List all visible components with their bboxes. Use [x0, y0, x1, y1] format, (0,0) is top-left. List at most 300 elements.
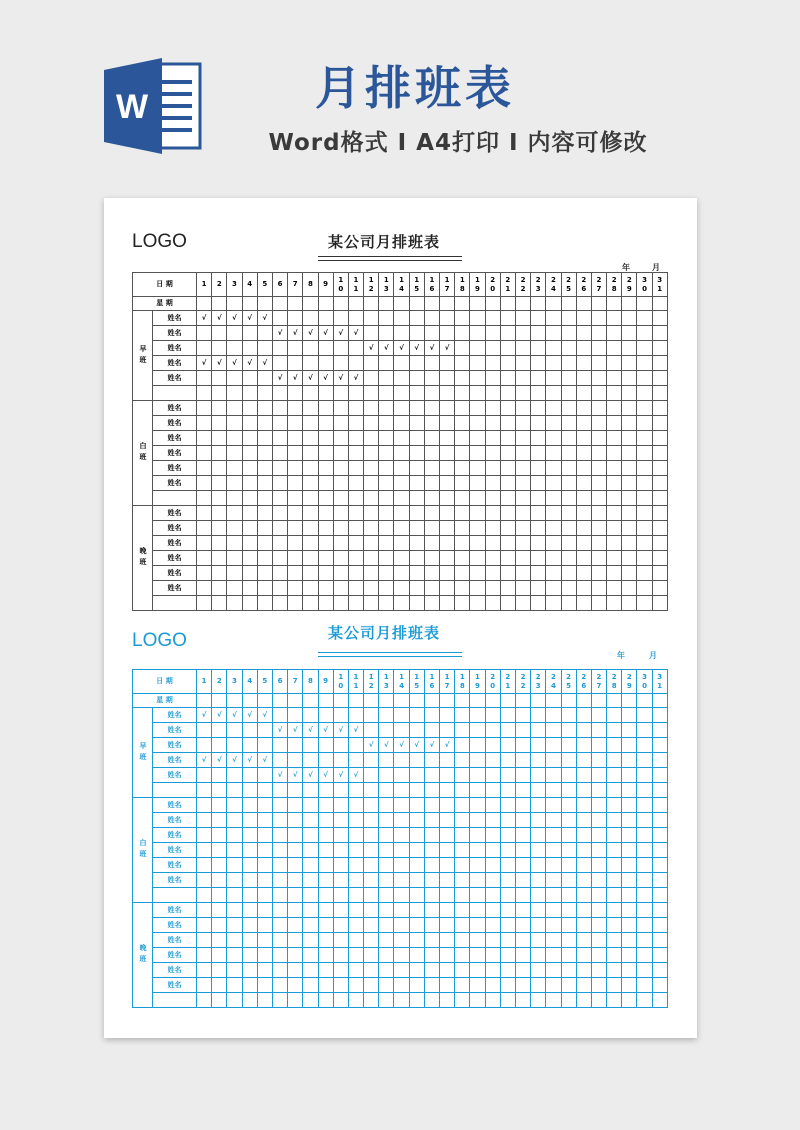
schedule-cell: [348, 461, 363, 476]
schedule-cell: [637, 708, 652, 723]
day-cell: 1 6: [424, 670, 439, 694]
schedule-cell: [303, 783, 318, 798]
weekday-cell: [500, 694, 515, 708]
schedule-cell: [652, 933, 667, 948]
schedule-cell: [591, 386, 606, 401]
schedule-cell: [212, 476, 227, 491]
schedule-cell: [364, 311, 379, 326]
schedule-cell: [242, 933, 257, 948]
schedule-cell: [652, 903, 667, 918]
schedule-cell: [424, 506, 439, 521]
check-mark: √: [333, 723, 348, 738]
shift-label: 早班: [133, 708, 153, 798]
schedule-cell: [409, 596, 424, 611]
schedule-cell: [485, 903, 500, 918]
schedule-cell: [622, 708, 637, 723]
schedule-cell: [288, 536, 303, 551]
schedule-cell: [652, 753, 667, 768]
schedule-cell: [561, 723, 576, 738]
day-cell: 1 4: [394, 670, 409, 694]
schedule-cell: [455, 903, 470, 918]
schedule-cell: [288, 506, 303, 521]
schedule-cell: [500, 311, 515, 326]
schedule-cell: [227, 431, 242, 446]
schedule-cell: [257, 933, 272, 948]
schedule-cell: [227, 416, 242, 431]
schedule-cell: [333, 888, 348, 903]
schedule-cell: [591, 536, 606, 551]
shift-row: [133, 431, 668, 446]
schedule-cell: [470, 738, 485, 753]
schedule-cell: [576, 963, 591, 978]
schedule-cell: [591, 506, 606, 521]
schedule-cell: [257, 386, 272, 401]
schedule-cell: [212, 581, 227, 596]
schedule-cell: [637, 596, 652, 611]
schedule-cell: [409, 993, 424, 1008]
schedule-cell: [379, 581, 394, 596]
schedule-cell: [197, 371, 212, 386]
schedule-cell: [364, 933, 379, 948]
schedule-cell: [455, 768, 470, 783]
schedule-cell: [348, 828, 363, 843]
schedule-cell: [409, 401, 424, 416]
weekday-cell: [379, 297, 394, 311]
schedule-cell: [470, 843, 485, 858]
schedule-cell: [607, 461, 622, 476]
schedule-cell: [257, 371, 272, 386]
schedule-cell: [561, 596, 576, 611]
schedule-cell: [227, 738, 242, 753]
schedule-cell: [257, 461, 272, 476]
schedule-cell: [212, 783, 227, 798]
schedule-cell: [242, 551, 257, 566]
schedule-cell: [272, 521, 287, 536]
schedule-cell: [409, 978, 424, 993]
schedule-cell: [591, 993, 606, 1008]
day-cell: 1: [197, 273, 212, 297]
day-cell: 2 4: [546, 273, 561, 297]
employee-name: 姓名: [153, 978, 197, 993]
day-cell: 2: [212, 273, 227, 297]
schedule-cell: [348, 566, 363, 581]
schedule-cell: [485, 738, 500, 753]
schedule-cell: [364, 551, 379, 566]
schedule-cell: [318, 828, 333, 843]
schedule-cell: [303, 933, 318, 948]
schedule-cell: [485, 581, 500, 596]
check-mark: √: [333, 371, 348, 386]
schedule-cell: [591, 491, 606, 506]
schedule-cell: [622, 828, 637, 843]
schedule-cell: [470, 431, 485, 446]
schedule-cell: [561, 798, 576, 813]
shift-row: [133, 753, 668, 768]
weekday-cell: [197, 694, 212, 708]
schedule-cell: [288, 491, 303, 506]
schedule-cell: [318, 341, 333, 356]
schedule-cell: [364, 723, 379, 738]
schedule-cell: [257, 783, 272, 798]
schedule-cell: [531, 813, 546, 828]
schedule-cell: [591, 858, 606, 873]
employee-name: 姓名: [153, 708, 197, 723]
employee-name: 姓名: [153, 753, 197, 768]
schedule-cell: [242, 536, 257, 551]
schedule-cell: [576, 371, 591, 386]
schedule-cell: [409, 768, 424, 783]
day-cell: 1 3: [379, 273, 394, 297]
schedule-cell: [242, 371, 257, 386]
check-mark: √: [424, 341, 439, 356]
shift-row: [133, 933, 668, 948]
schedule-cell: [227, 386, 242, 401]
shift-row: [133, 401, 668, 416]
schedule-cell: [227, 476, 242, 491]
schedule-cell: [561, 416, 576, 431]
schedule-cell: [212, 798, 227, 813]
weekday-cell: [576, 694, 591, 708]
schedule-cell: [455, 933, 470, 948]
schedule-cell: [576, 903, 591, 918]
schedule-cell: [515, 476, 530, 491]
schedule-cell: [318, 813, 333, 828]
schedule-cell: [637, 723, 652, 738]
weekday-cell: [227, 297, 242, 311]
check-mark: √: [288, 723, 303, 738]
schedule-cell: [379, 813, 394, 828]
check-mark: √: [227, 311, 242, 326]
check-mark: √: [257, 356, 272, 371]
schedule-cell: [652, 311, 667, 326]
employee-name: 姓名: [153, 446, 197, 461]
schedule-cell: [348, 506, 363, 521]
check-mark: √: [227, 356, 242, 371]
schedule-cell: [576, 536, 591, 551]
schedule-cell: [318, 596, 333, 611]
schedule-cell: [440, 491, 455, 506]
shift-row: [133, 446, 668, 461]
day-cell: 2 4: [546, 670, 561, 694]
weekday-cell: [591, 694, 606, 708]
schedule-cell: [379, 708, 394, 723]
schedule-cell: [303, 903, 318, 918]
schedule-cell: [470, 813, 485, 828]
schedule-cell: [652, 738, 667, 753]
schedule-cell: [546, 566, 561, 581]
schedule-cell: [515, 311, 530, 326]
schedule-cell: [546, 416, 561, 431]
schedule-cell: [318, 581, 333, 596]
schedule-cell: [485, 326, 500, 341]
schedule-cell: [622, 813, 637, 828]
check-mark: √: [227, 708, 242, 723]
schedule-cell: [470, 933, 485, 948]
schedule-cell: [394, 963, 409, 978]
schedule-cell: [637, 356, 652, 371]
schedule-cell: [485, 978, 500, 993]
schedule-cell: [409, 521, 424, 536]
schedule-cell: [591, 461, 606, 476]
schedule-cell: [440, 311, 455, 326]
schedule-cell: [288, 918, 303, 933]
schedule-cell: [303, 311, 318, 326]
check-mark: √: [364, 738, 379, 753]
schedule-cell: [561, 401, 576, 416]
schedule-cell: [470, 566, 485, 581]
check-mark: √: [288, 371, 303, 386]
schedule-cell: [531, 978, 546, 993]
schedule-cell: [212, 723, 227, 738]
schedule-cell: [379, 933, 394, 948]
day-cell: 2 6: [576, 273, 591, 297]
schedule-cell: [531, 918, 546, 933]
weekday-cell: [531, 694, 546, 708]
employee-name: [153, 386, 197, 401]
schedule-cell: [652, 708, 667, 723]
schedule-cell: [257, 401, 272, 416]
schedule-cell: [622, 753, 637, 768]
schedule-cell: [288, 993, 303, 1008]
schedule-cell: [591, 708, 606, 723]
schedule-cell: [637, 311, 652, 326]
date-row: [133, 670, 668, 694]
schedule-cell: [197, 506, 212, 521]
schedule-cell: [364, 858, 379, 873]
schedule-cell: [424, 918, 439, 933]
day-cell: 2 9: [622, 273, 637, 297]
schedule-cell: [288, 311, 303, 326]
schedule-cell: [212, 446, 227, 461]
schedule-cell: [561, 431, 576, 446]
schedule-cell: [591, 738, 606, 753]
schedule-cell: [272, 566, 287, 581]
schedule-cell: [440, 581, 455, 596]
schedule-cell: [440, 753, 455, 768]
schedule-cell: [257, 798, 272, 813]
schedule-cell: [242, 993, 257, 1008]
schedule-cell: [318, 918, 333, 933]
schedule-cell: [394, 828, 409, 843]
schedule-cell: [348, 416, 363, 431]
schedule-cell: [515, 813, 530, 828]
schedule-cell: [424, 783, 439, 798]
schedule-cell: [652, 491, 667, 506]
schedule-cell: [303, 401, 318, 416]
schedule-cell: [591, 978, 606, 993]
schedule-cell: [364, 461, 379, 476]
schedule-cell: [272, 903, 287, 918]
weekday-cell: [242, 297, 257, 311]
schedule-cell: [455, 551, 470, 566]
schedule-cell: [364, 963, 379, 978]
check-mark: √: [333, 768, 348, 783]
schedule-cell: [288, 551, 303, 566]
schedule-cell: [379, 371, 394, 386]
weekday-cell: [515, 694, 530, 708]
schedule-cell: [531, 356, 546, 371]
schedule-cell: [515, 431, 530, 446]
schedule-cell: [394, 371, 409, 386]
schedule-cell: [288, 596, 303, 611]
check-mark: √: [272, 326, 287, 341]
schedule-cell: [515, 843, 530, 858]
schedule-cell: [212, 401, 227, 416]
schedule-cell: [470, 828, 485, 843]
schedule-cell: [546, 708, 561, 723]
schedule-cell: [637, 948, 652, 963]
schedule-cell: [303, 918, 318, 933]
schedule-cell: [424, 978, 439, 993]
schedule-cell: [531, 783, 546, 798]
schedule-cell: [531, 963, 546, 978]
schedule-cell: [622, 933, 637, 948]
schedule-cell: [348, 401, 363, 416]
schedule-cell: [607, 356, 622, 371]
day-cell: 1 2: [364, 273, 379, 297]
check-mark: √: [242, 311, 257, 326]
schedule-cell: [440, 888, 455, 903]
schedule-cell: [272, 596, 287, 611]
schedule-cell: [318, 476, 333, 491]
schedule-cell: [576, 401, 591, 416]
schedule-cell: [440, 768, 455, 783]
schedule-cell: [607, 311, 622, 326]
employee-name: 姓名: [153, 506, 197, 521]
schedule-cell: [272, 948, 287, 963]
schedule-cell: [364, 918, 379, 933]
schedule-cell: [409, 566, 424, 581]
schedule-cell: [515, 978, 530, 993]
schedule-cell: [379, 491, 394, 506]
shift-row: [133, 978, 668, 993]
schedule-cell: [531, 948, 546, 963]
schedule-cell: [637, 783, 652, 798]
schedule-cell: [561, 341, 576, 356]
schedule-cell: [637, 461, 652, 476]
schedule-cell: [257, 978, 272, 993]
shift-row: [133, 918, 668, 933]
day-cell: 2 3: [531, 273, 546, 297]
day-cell: 3 0: [637, 670, 652, 694]
schedule-cell: [394, 476, 409, 491]
schedule-cell: [333, 978, 348, 993]
schedule-cell: [591, 401, 606, 416]
check-mark: √: [227, 753, 242, 768]
schedule-cell: [409, 888, 424, 903]
schedule-cell: [272, 461, 287, 476]
promo-banner: [0, 0, 800, 190]
weekday-cell: [515, 297, 530, 311]
schedule-cell: [318, 446, 333, 461]
employee-name: 姓名: [153, 536, 197, 551]
schedule-cell: [197, 401, 212, 416]
schedule-cell: [318, 461, 333, 476]
schedule-cell: [212, 386, 227, 401]
schedule-cell: [531, 753, 546, 768]
schedule-cell: [303, 581, 318, 596]
day-cell: 7: [288, 670, 303, 694]
schedule-cell: [470, 416, 485, 431]
schedule-cell: [364, 828, 379, 843]
schedule-cell: [622, 356, 637, 371]
schedule-cell: [607, 566, 622, 581]
schedule-cell: [424, 551, 439, 566]
schedule-cell: [440, 978, 455, 993]
schedule-cell: [333, 813, 348, 828]
schedule-cell: [303, 416, 318, 431]
schedule-cell: [227, 798, 242, 813]
day-cell: 5: [257, 273, 272, 297]
schedule-cell: [546, 581, 561, 596]
schedule-cell: [348, 431, 363, 446]
day-cell: 2 6: [576, 670, 591, 694]
schedule-cell: [561, 843, 576, 858]
schedule-cell: [424, 386, 439, 401]
check-mark: √: [197, 356, 212, 371]
schedule-cell: [455, 708, 470, 723]
day-cell: 1 2: [364, 670, 379, 694]
weekday-cell: [637, 694, 652, 708]
check-mark: √: [424, 738, 439, 753]
schedule-cell: [637, 918, 652, 933]
weekday-cell: [637, 297, 652, 311]
schedule-cell: [500, 708, 515, 723]
schedule-cell: [607, 596, 622, 611]
schedule-cell: [197, 933, 212, 948]
day-cell: 3: [227, 273, 242, 297]
schedule-table: [132, 272, 668, 611]
schedule-cell: [242, 783, 257, 798]
schedule-cell: [242, 476, 257, 491]
schedule-cell: [242, 723, 257, 738]
schedule-cell: [197, 843, 212, 858]
banner-title: 月排班表: [315, 61, 515, 115]
check-mark: √: [272, 723, 287, 738]
schedule-cell: [409, 723, 424, 738]
schedule-cell: [455, 753, 470, 768]
schedule-cell: [546, 491, 561, 506]
schedule-cell: [303, 798, 318, 813]
schedule-cell: [576, 446, 591, 461]
schedule-cell: [561, 326, 576, 341]
schedule-cell: [591, 723, 606, 738]
schedule-cell: [303, 386, 318, 401]
shift-row: [133, 566, 668, 581]
day-cell: 1 7: [440, 670, 455, 694]
schedule-cell: [212, 828, 227, 843]
shift-row: [133, 858, 668, 873]
schedule-cell: [607, 753, 622, 768]
schedule-cell: [470, 723, 485, 738]
schedule-cell: [424, 521, 439, 536]
check-mark: √: [379, 341, 394, 356]
schedule-cell: [531, 903, 546, 918]
schedule-cell: [576, 738, 591, 753]
schedule-cell: [394, 431, 409, 446]
schedule-cell: [197, 476, 212, 491]
schedule-cell: [485, 551, 500, 566]
schedule-cell: [637, 416, 652, 431]
schedule-cell: [394, 326, 409, 341]
schedule-cell: [515, 768, 530, 783]
schedule-cell: [561, 551, 576, 566]
schedule-cell: [303, 521, 318, 536]
employee-name: 姓名: [153, 723, 197, 738]
schedule-cell: [394, 813, 409, 828]
schedule-cell: [455, 371, 470, 386]
schedule-cell: [455, 446, 470, 461]
